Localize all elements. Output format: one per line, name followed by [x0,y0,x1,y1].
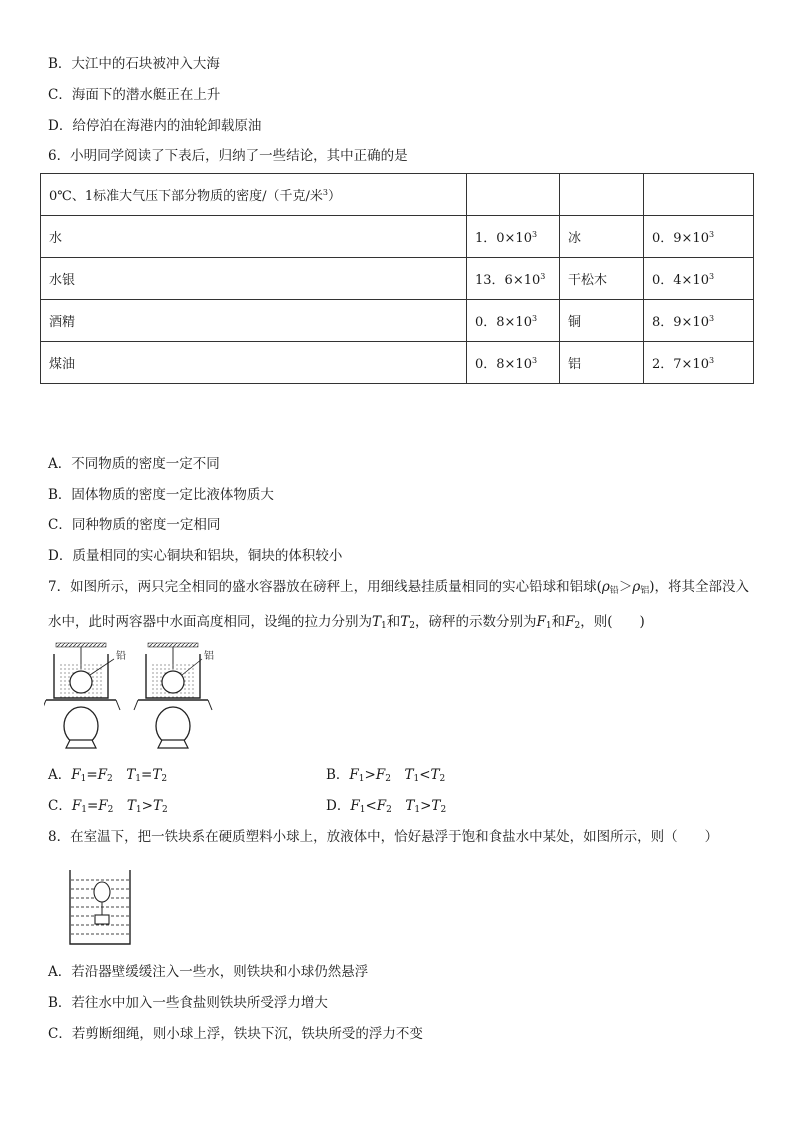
table-cell [644,174,754,216]
density-cell: 13．$6\times 10^3$ [467,258,560,300]
q6-option-a: A．不同物质的密度一定不同 [48,456,220,472]
density-cell: 1．$0\times 10^3$ [467,216,560,258]
density-table [40,173,754,384]
iron-block [95,915,109,924]
plastic-ball [94,882,110,902]
table-row [41,342,754,384]
substance-cell: 水 [41,216,467,258]
table-cell [467,174,560,216]
q7-stem: 7．如图所示，两只完全相同的盛水容器放在磅秤上，用细线悬挂质量相同的实心铅球和铝球$(\rho_铅>\rho_铝)$，将其全部没入水中，此时两容器中水面高度相同，设绳的拉力分别为$T_1$和$T_2$，磅秤的示数分别为$F_1$和$F_2$，则( ) [48,579,750,631]
q7-option-c: C．$F_1=F_2$ $T_1>T_2$ [48,798,168,815]
table-cell [560,174,644,216]
lead-ball-setup [44,643,126,748]
q6-option-b: B．固体物质的密度一定比液体物质大 [48,487,274,503]
substance-cell: 铝 [560,342,644,384]
lead-label: 铅 [116,651,126,662]
density-cell: 2．$7\times 10^3$ [644,342,754,384]
substance-cell: 铜 [560,300,644,342]
q8-option-b: B．若往水中加入一些食盐则铁块所受浮力增大 [48,995,328,1011]
substance-cell: 冰 [560,216,644,258]
aluminum-label: 铝 [204,651,214,662]
q8-stem: 8．在室温下，把一铁块系在硬质塑料小球上，放液体中，恰好悬浮于饱和食盐水中某处，如图所示，则（ ） [48,829,719,845]
substance-cell: 水银 [41,258,467,300]
table-header-cell: 0℃、1标准大气压下部分物质的密度/（千克/米$^3$） [41,174,467,216]
density-cell: 8．$9\times 10^3$ [644,300,754,342]
density-cell: 0．$8\times 10^3$ [467,300,560,342]
q7-option-b: B．$F_1>F_2$ $T_1<T_2$ [326,767,446,784]
q6-option-c: C．同种物质的密度一定相同 [48,517,221,533]
q5-option-d: D．给停泊在海港内的油轮卸载原油 [48,118,262,134]
density-cell: 0．$4\times 10^3$ [644,258,754,300]
q8-option-a: A．若沿器壁缓缓注入一些水，则铁块和小球仍然悬浮 [48,964,369,980]
q7-option-d: D．$F_1<F_2$ $T_1>T_2$ [326,798,447,815]
table-row [41,300,754,342]
q8-option-c: C．若剪断细绳，则小球上浮，铁块下沉，铁块所受的浮力不变 [48,1026,423,1042]
density-cell: 0．$9\times 10^3$ [644,216,754,258]
table-header-row [41,174,754,216]
q5-option-c: C．海面下的潜水艇正在上升 [48,87,221,103]
q6-option-d: D．质量相同的实心铜块和铝块，铜块的体积较小 [48,548,343,564]
aluminum-ball-setup [134,643,214,748]
q7-option-a: A．$F_1=F_2$ $T_1=T_2$ [48,767,168,784]
density-cell: 0．$8\times 10^3$ [467,342,560,384]
q7-figure [44,640,226,756]
q5-option-b: B．大江中的石块被冲入大海 [48,56,220,72]
q6-stem: 6．小明同学阅读了下表后，归纳了一些结论，其中正确的是 [48,148,408,164]
q8-figure [68,868,132,948]
table-row [41,216,754,258]
substance-cell: 酒精 [41,300,467,342]
substance-cell: 煤油 [41,342,467,384]
substance-cell: 干松木 [560,258,644,300]
table-row [41,258,754,300]
